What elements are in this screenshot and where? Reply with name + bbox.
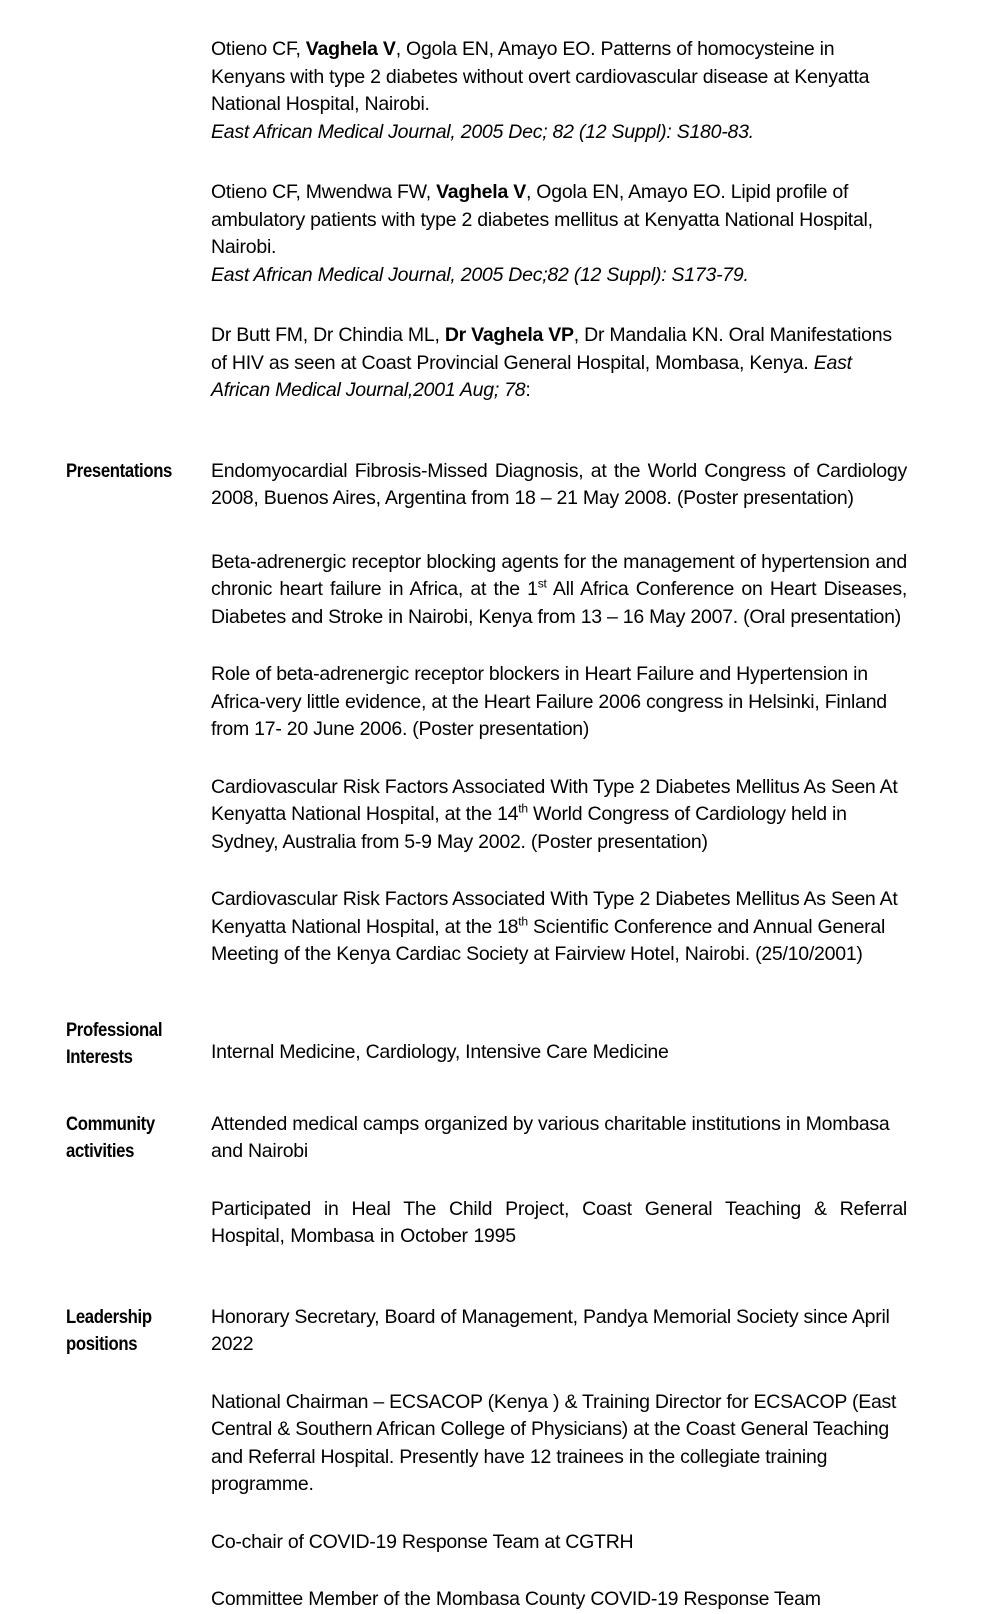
paragraph-gap <box>211 744 907 774</box>
publication-entry <box>211 36 907 146</box>
publication-authors-pre: Dr Butt FM, Dr Chindia ML, <box>211 324 445 346</box>
paragraph-gap <box>211 1556 907 1586</box>
presentation-text: Endomyocardial Fibrosis-Missed Diagnosis, at the World Congress of Cardiology 2008, Buenos Aires, Argentina from 18 – 21 May 2008. (Poster presentation) <box>211 459 907 509</box>
presentation-text: Beta-adrenergic receptor blocking agents for the management of hypertension and chronic heart failure in Africa, at the 1 <box>211 550 907 600</box>
presentation-text: Role of beta-adrenergic receptor blockers in Heart Failure and Hypertension in Africa-very little evidence, at the Heart Failure 2006 congress in Helsinki, Finland from 17- 20 June 2006. (Poster presentation) <box>211 663 887 740</box>
paragraph-gap <box>211 1166 907 1196</box>
section-label-professional-interests-line2: Interests <box>66 1046 133 1068</box>
paragraph-gap <box>211 856 907 886</box>
section-gap <box>0 1251 988 1304</box>
publication-journal: East African Medical Journal, 2005 Dec; 82 (12 Suppl): S180-83. <box>211 120 754 143</box>
professional-interests-label-column <box>0 1017 211 1071</box>
section-label-community-activities-line2: activities <box>66 1140 135 1162</box>
presentation-item <box>211 458 907 513</box>
leadership-positions-body-column <box>211 1304 988 1614</box>
leadership-positions-section <box>0 1304 988 1614</box>
presentation-text-cont: All Africa Conference on Heart Diseases, Diabetes and Stroke in Nairobi, Kenya from 13 – 16 May 2007. (Oral presentation) <box>211 578 907 628</box>
section-label-leadership-positions-line1: Leadership <box>66 1306 152 1328</box>
section-gap <box>0 405 988 458</box>
leadership-positions-label-column <box>0 1304 211 1358</box>
paragraph-gap <box>211 289 907 322</box>
presentation-item <box>211 661 907 744</box>
publication-authors-post: , Ogola EN, Amayo EO. Lipid profile of ambulatory patients with type 2 diabetes mellitus at Kenyatta National Hospital, Nairobi. <box>211 181 873 258</box>
professional-interests-body-column <box>211 1017 988 1067</box>
community-activities-label-column <box>0 1111 211 1165</box>
community-activities-section <box>0 1111 988 1251</box>
publication-author-highlight: Dr Vaghela VP <box>444 324 574 346</box>
publication-authors-pre: Otieno CF, Mwendwa FW, <box>211 181 437 203</box>
publications-section <box>0 36 988 405</box>
section-label-leadership-positions-line2: positions <box>66 1333 138 1355</box>
presentation-text-cont: World Congress of Cardiology held in Sydney, Australia from 5-9 May 2002. (Poster presentation) <box>211 803 847 853</box>
publication-authors-pre: Otieno CF, <box>211 38 306 60</box>
professional-interest-item: Internal Medicine, Cardiology, Intensive Care Medicine <box>211 1040 669 1063</box>
presentation-item <box>211 549 907 632</box>
ordinal-suffix: th <box>518 914 528 928</box>
paragraph-gap <box>211 631 907 661</box>
presentation-item <box>211 774 907 857</box>
presentation-text: Cardiovascular Risk Factors Associated With Type 2 Diabetes Mellitus As Seen At Kenyatta National Hospital, at the 14 <box>211 775 898 825</box>
leadership-position-item: National Chairman – ECSACOP (Kenya ) & Training Director for ECSACOP (East Central & Southern African College of Physicians) at the Coast General Teaching and Referral Hospital. Presently have 12 trainees in the collegiate training programme. <box>211 1390 897 1495</box>
publication-author-highlight: Vaghela V <box>305 38 396 60</box>
presentation-text-cont: Scientific Conference and Annual General Meeting of the Kenya Cardiac Society at Fairview Hotel, Nairobi. (25/10/2001) <box>211 915 886 965</box>
presentations-section <box>0 458 988 969</box>
paragraph-gap <box>211 1499 907 1529</box>
section-label-community-activities-line1: Community <box>66 1113 155 1135</box>
publication-journal: East African Medical Journal,2001 Aug; 78 <box>211 351 852 401</box>
ordinal-suffix: th <box>518 801 528 816</box>
publication-authors-post: , Dr Mandalia KN. Oral Manifestations of HIV as seen at Coast Provincial General Hospital, Mombasa, Kenya. <box>211 324 892 374</box>
baseline-offset <box>211 1017 907 1039</box>
publication-entry <box>211 179 907 289</box>
section-label-professional-interests-line1: Professional <box>66 1019 163 1041</box>
paragraph-gap <box>211 1359 907 1389</box>
section-label-presentations: Presentations <box>66 460 172 482</box>
presentation-text: Cardiovascular Risk Factors Associated With Type 2 Diabetes Mellitus As Seen At Kenyatta National Hospital, at the 18 <box>211 888 898 938</box>
section-gap <box>0 1071 988 1111</box>
leadership-position-item: Committee Member of the Mombasa County COVID-19 Response Team <box>211 1588 821 1610</box>
publication-journal: East African Medical Journal, 2005 Dec;82 (12 Suppl): S173-79. <box>211 263 749 286</box>
publication-authors-post: , Ogola EN, Amayo EO. Patterns of homocysteine in Kenyans with type 2 diabetes without overt cardiovascular disease at Kenyatta National Hospital, Nairobi. <box>211 38 870 115</box>
paragraph-gap <box>211 513 907 549</box>
presentations-body-column <box>211 458 988 969</box>
leadership-position-item: Honorary Secretary, Board of Management, Pandya Memorial Society since April 2022 <box>211 1305 890 1355</box>
publication-journal-trailer: : <box>525 379 531 401</box>
leadership-position-item: Co-chair of COVID-19 Response Team at CGTRH <box>211 1530 634 1553</box>
publication-entry <box>211 322 907 405</box>
top-spacer <box>0 0 988 36</box>
publication-author-highlight: Vaghela V <box>436 181 526 203</box>
professional-interests-section <box>0 1017 988 1071</box>
presentation-item <box>211 886 907 969</box>
ordinal-suffix: st <box>537 576 547 591</box>
community-activity-item: Attended medical camps organized by various charitable institutions in Mombasa and Nairobi <box>211 1112 890 1162</box>
presentations-label-column <box>0 458 211 485</box>
paragraph-gap <box>211 146 907 179</box>
section-gap <box>0 969 988 1017</box>
publications-body-column <box>211 36 988 405</box>
community-activity-item: Participated in Heal The Child Project, Coast General Teaching & Referral Hospital, Mombasa in October 1995 <box>211 1197 907 1247</box>
community-activities-body-column <box>211 1111 988 1251</box>
